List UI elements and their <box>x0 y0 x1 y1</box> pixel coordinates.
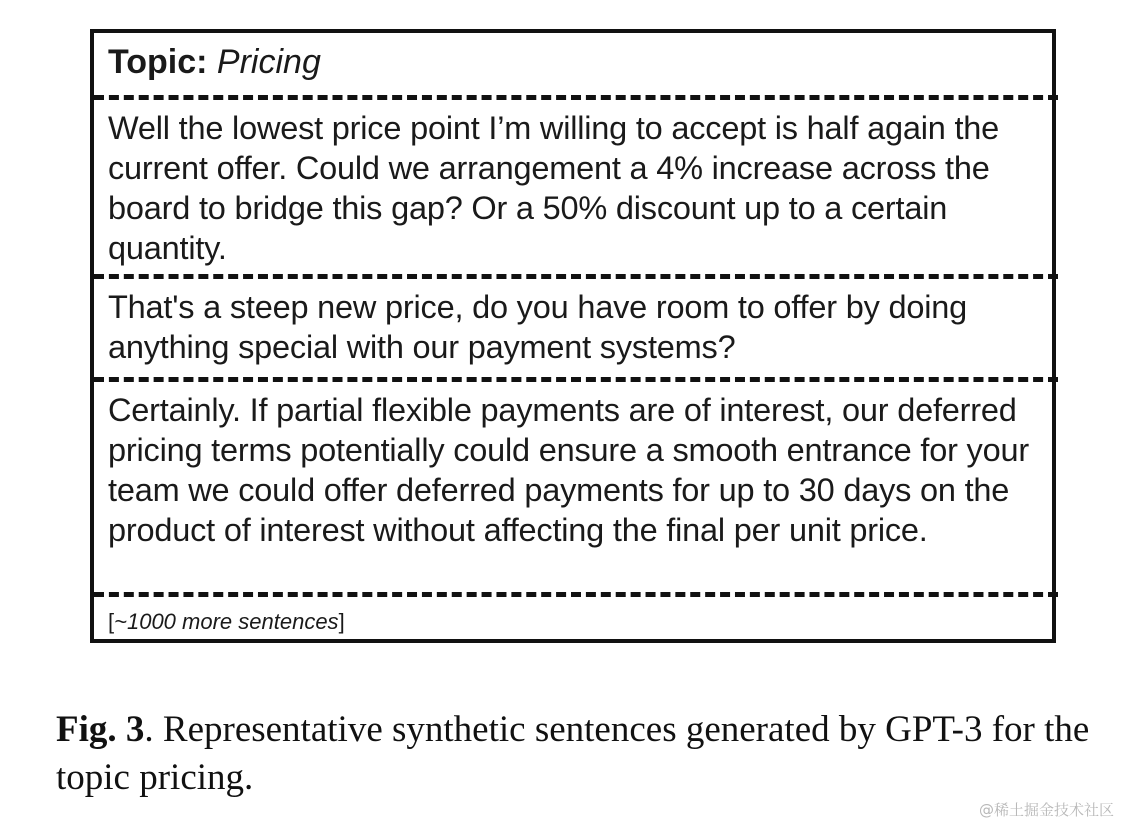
more-sentences-text: ~1000 more sentences <box>114 609 339 634</box>
sentence-3: Certainly. If partial flexible payments are of interest, our deferred pricing terms potentially could ensure a smooth entrance for your team we could offer deferred payments for up to 30 days on the product of interest without affecting the final per unit price. <box>108 392 1029 548</box>
topic-header <box>94 33 1052 95</box>
topic-value: Pricing <box>216 43 321 81</box>
more-close-bracket: ] <box>338 609 345 634</box>
figure-caption <box>56 706 1096 802</box>
caption-text: . Representative synthetic sentences generated by GPT-3 for the topic pricing. <box>56 709 1090 798</box>
sentence-1: Well the lowest price point I’m willing to accept is half again the current offer. Could we arrangement a 4% increase across the board to bridge this gap? Or a 50% discount up to a certain quantity. <box>108 110 1000 266</box>
figure-box <box>90 29 1056 643</box>
more-sentences-note <box>94 597 1052 635</box>
figure-label: Fig. 3 <box>56 709 145 750</box>
topic-label: Topic: <box>108 43 208 81</box>
watermark: @稀土掘金技术社区 <box>978 801 1114 819</box>
more-open-bracket: [ <box>108 609 115 634</box>
sentence-2: That's a steep new price, do you have room to offer by doing anything special with our payment systems? <box>108 289 967 365</box>
